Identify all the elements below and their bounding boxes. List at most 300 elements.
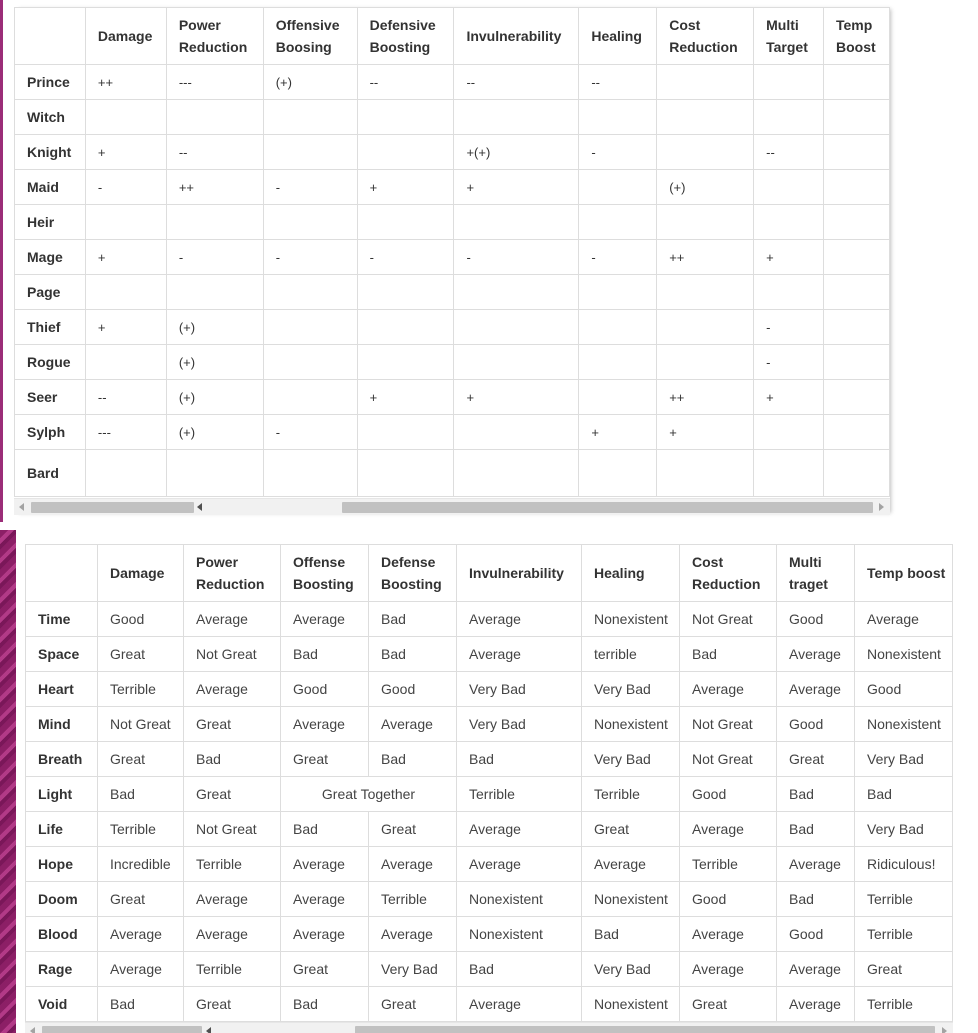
table-cell: Bad <box>281 637 369 672</box>
table-cell: Nonexistent <box>582 882 680 917</box>
table-cell <box>166 450 263 497</box>
table-cell: Average <box>680 952 777 987</box>
table-cell: Very Bad <box>369 952 457 987</box>
column-header: Power Reduction <box>184 545 281 602</box>
row-header: Hope <box>26 847 98 882</box>
table-cell: Very Bad <box>855 742 953 777</box>
table-row <box>15 100 890 135</box>
table-cell: Average <box>98 952 184 987</box>
row-header: Mage <box>15 240 86 275</box>
table-cell: Good <box>855 672 953 707</box>
table-cell: - <box>357 240 454 275</box>
table-cell: (+) <box>263 65 357 100</box>
row-header: Maid <box>15 170 86 205</box>
table-cell <box>263 380 357 415</box>
table-cell <box>579 275 657 310</box>
table-row <box>26 707 953 742</box>
table-cell: - <box>263 415 357 450</box>
table-cell: Average <box>457 637 582 672</box>
column-header: Temp boost <box>855 545 953 602</box>
table-cell <box>454 310 579 345</box>
column-header: Multi Target <box>754 8 824 65</box>
table-cell <box>579 450 657 497</box>
column-header: Damage <box>98 545 184 602</box>
row-header: Mind <box>26 707 98 742</box>
table-cell: Terrible <box>184 952 281 987</box>
table-cell: Average <box>457 812 582 847</box>
table-cell: Average <box>582 847 680 882</box>
table-cell: Good <box>777 602 855 637</box>
table-row <box>26 882 953 917</box>
table-cell: Average <box>457 602 582 637</box>
table-cell <box>166 275 263 310</box>
table-cell <box>754 450 824 497</box>
column-header: Invulnerability <box>457 545 582 602</box>
table-cell: Great <box>184 777 281 812</box>
table-cell <box>824 100 890 135</box>
table-cell: Nonexistent <box>582 707 680 742</box>
table-row <box>15 380 890 415</box>
table-row <box>15 415 890 450</box>
table-cell: - <box>579 240 657 275</box>
table-cell: Terrible <box>369 882 457 917</box>
table-cell: Nonexistent <box>457 917 582 952</box>
table-cell: Average <box>680 812 777 847</box>
table-cell <box>263 100 357 135</box>
scroll-left-arrow-icon[interactable] <box>30 1027 35 1033</box>
table-cell <box>657 310 754 345</box>
row-header: Void <box>26 987 98 1022</box>
table-cell: Good <box>281 672 369 707</box>
scroll-right-arrow-icon[interactable] <box>942 1027 947 1033</box>
table-cell <box>824 275 890 310</box>
table-cell <box>357 345 454 380</box>
table-cell: + <box>85 135 166 170</box>
table-row <box>26 952 953 987</box>
page-accent-stripe <box>0 0 3 522</box>
table-cell: (+) <box>166 310 263 345</box>
table-cell: Bad <box>777 812 855 847</box>
table-cell <box>824 380 890 415</box>
table-cell <box>824 310 890 345</box>
table-cell: (+) <box>657 170 754 205</box>
table-cell: Average <box>777 847 855 882</box>
table-cell: Nonexistent <box>582 987 680 1022</box>
table-header-row <box>26 545 953 602</box>
row-header: Prince <box>15 65 86 100</box>
table-cell <box>579 310 657 345</box>
table-cell: Terrible <box>855 987 953 1022</box>
table-cell <box>454 275 579 310</box>
table-row <box>15 310 890 345</box>
row-header: Knight <box>15 135 86 170</box>
table-cell: + <box>454 170 579 205</box>
table-cell: - <box>85 170 166 205</box>
table-cell <box>657 135 754 170</box>
scroll-left-arrow-icon[interactable] <box>197 503 202 511</box>
table-cell: Very Bad <box>582 742 680 777</box>
table-cell <box>824 135 890 170</box>
table-cell <box>85 450 166 497</box>
table-cell: Average <box>184 602 281 637</box>
table-cell: Average <box>777 672 855 707</box>
table-cell: Great <box>98 637 184 672</box>
table-cell: Bad <box>582 917 680 952</box>
table-cell: (+) <box>166 380 263 415</box>
table-cell: -- <box>754 135 824 170</box>
table-cell: Great <box>369 987 457 1022</box>
table-row <box>26 987 953 1022</box>
table-cell <box>579 170 657 205</box>
table-cell <box>579 380 657 415</box>
row-header: Rage <box>26 952 98 987</box>
table-cell: - <box>166 240 263 275</box>
table-cell: Average <box>98 917 184 952</box>
table-cell <box>263 205 357 240</box>
table-cell: Average <box>457 987 582 1022</box>
table-cell <box>824 415 890 450</box>
column-header: Offensive Boosing <box>263 8 357 65</box>
table-cell <box>263 135 357 170</box>
table-cell: Great <box>582 812 680 847</box>
scrollbar-thumb[interactable] <box>342 502 873 513</box>
table-cell: - <box>263 240 357 275</box>
column-header: Invulnerability <box>454 8 579 65</box>
table-cell: Bad <box>680 637 777 672</box>
table-cell <box>824 450 890 497</box>
table-cell: --- <box>85 415 166 450</box>
table-cell: ++ <box>166 170 263 205</box>
table-row <box>26 602 953 637</box>
table-header-row <box>15 8 890 65</box>
table-cell: -- <box>579 65 657 100</box>
table-cell: ++ <box>85 65 166 100</box>
table-cell: Good <box>680 882 777 917</box>
table-row <box>26 917 953 952</box>
row-header: Page <box>15 275 86 310</box>
table-cell: -- <box>166 135 263 170</box>
table-cell <box>754 170 824 205</box>
table-cell: Nonexistent <box>855 707 953 742</box>
table-cell: Terrible <box>855 882 953 917</box>
table-cell: Nonexistent <box>855 637 953 672</box>
table-cell <box>454 415 579 450</box>
table-cell: Ridiculous! <box>855 847 953 882</box>
table-cell: + <box>85 240 166 275</box>
table-cell <box>357 100 454 135</box>
table-cell: Average <box>369 707 457 742</box>
table-cell <box>824 205 890 240</box>
row-header: Witch <box>15 100 86 135</box>
table-cell: Great <box>184 707 281 742</box>
scrollbar-thumb[interactable] <box>31 502 194 513</box>
table-cell: Terrible <box>582 777 680 812</box>
table-cell: Average <box>855 602 953 637</box>
table-row <box>15 450 890 497</box>
table-cell <box>357 415 454 450</box>
table-cell: Average <box>777 952 855 987</box>
horizontal-scrollbar[interactable] <box>14 498 890 515</box>
table-cell <box>263 345 357 380</box>
table-cell <box>85 345 166 380</box>
corner-cell <box>15 8 86 65</box>
row-header: Seer <box>15 380 86 415</box>
table-row <box>26 637 953 672</box>
table-cell <box>166 100 263 135</box>
table-cell: - <box>579 135 657 170</box>
table-cell: ++ <box>657 380 754 415</box>
table-cell <box>824 345 890 380</box>
table-cell: Good <box>777 707 855 742</box>
table-cell: Not Great <box>184 637 281 672</box>
table-cell <box>754 65 824 100</box>
table-cell <box>657 100 754 135</box>
table-cell: +(+) <box>454 135 579 170</box>
table-cell: Terrible <box>98 672 184 707</box>
row-header: Sylph <box>15 415 86 450</box>
row-header: Rogue <box>15 345 86 380</box>
column-header: Temp Boost <box>824 8 890 65</box>
table-cell <box>754 100 824 135</box>
table-cell: Very Bad <box>855 812 953 847</box>
table-cell: Terrible <box>680 847 777 882</box>
table-cell: Not Great <box>680 602 777 637</box>
table-cell: Great <box>184 987 281 1022</box>
table-cell: - <box>263 170 357 205</box>
column-header: Defensive Boosting <box>357 8 454 65</box>
table-row <box>15 135 890 170</box>
table-cell: Average <box>457 847 582 882</box>
table-cell <box>357 310 454 345</box>
table-cell: + <box>357 170 454 205</box>
row-header: Bard <box>15 450 86 497</box>
table-cell: (+) <box>166 345 263 380</box>
row-header: Life <box>26 812 98 847</box>
column-header: Damage <box>85 8 166 65</box>
table-cell: Great <box>680 987 777 1022</box>
table-cell: Very Bad <box>582 952 680 987</box>
table-cell: Not Great <box>98 707 184 742</box>
table-cell: Incredible <box>98 847 184 882</box>
table-cell <box>454 450 579 497</box>
table-cell: Good <box>98 602 184 637</box>
table-row <box>15 170 890 205</box>
table-cell: + <box>579 415 657 450</box>
table-cell <box>754 275 824 310</box>
table-cell: Bad <box>98 777 184 812</box>
table-row <box>26 672 953 707</box>
column-header: Cost Reduction <box>680 545 777 602</box>
table-cell: Bad <box>855 777 953 812</box>
table-cell <box>754 205 824 240</box>
table-cell <box>579 100 657 135</box>
table-cell <box>85 275 166 310</box>
table-cell <box>357 450 454 497</box>
table-cell: + <box>657 415 754 450</box>
table-cell: Average <box>369 917 457 952</box>
table-cell <box>579 205 657 240</box>
table-cell: Terrible <box>855 917 953 952</box>
table-row <box>15 240 890 275</box>
table-cell: Not Great <box>680 742 777 777</box>
page-accent-pattern <box>0 530 16 1033</box>
table-cell: + <box>754 240 824 275</box>
table-cell: Great <box>98 882 184 917</box>
row-header: Thief <box>15 310 86 345</box>
table-cell <box>166 205 263 240</box>
row-header: Light <box>26 777 98 812</box>
scroll-right-arrow-icon[interactable] <box>879 503 884 511</box>
table-cell: Average <box>777 987 855 1022</box>
table-cell: Average <box>680 917 777 952</box>
table-cell <box>357 135 454 170</box>
table-cell: Average <box>281 602 369 637</box>
scroll-left-arrow-icon[interactable] <box>19 503 24 511</box>
column-header: Multi traget <box>777 545 855 602</box>
table-cell: Great <box>98 742 184 777</box>
table-cell: Great <box>281 742 369 777</box>
table-cell: Very Bad <box>457 672 582 707</box>
table-cell: ++ <box>657 240 754 275</box>
table-cell: Good <box>777 917 855 952</box>
row-header: Heir <box>15 205 86 240</box>
column-header: Healing <box>582 545 680 602</box>
row-header: Space <box>26 637 98 672</box>
table-row <box>15 275 890 310</box>
table-row <box>26 812 953 847</box>
table-cell: -- <box>454 65 579 100</box>
table-cell: - <box>454 240 579 275</box>
table-cell: Bad <box>457 952 582 987</box>
table-cell: Average <box>184 882 281 917</box>
table-cell <box>357 275 454 310</box>
table-cell: Great <box>777 742 855 777</box>
table-cell: Bad <box>281 812 369 847</box>
table-cell <box>263 275 357 310</box>
scrollbar-thumb[interactable] <box>355 1026 935 1033</box>
table-row <box>26 777 953 812</box>
table-cell <box>85 100 166 135</box>
table-cell: Great <box>281 952 369 987</box>
table-cell: Bad <box>184 742 281 777</box>
table-cell <box>824 240 890 275</box>
table-cell: Not Great <box>184 812 281 847</box>
table-cell: Average <box>184 672 281 707</box>
aspect-table-panel <box>25 544 953 1033</box>
table-cell <box>824 170 890 205</box>
table-cell: - <box>754 310 824 345</box>
table-cell: Bad <box>369 602 457 637</box>
table-cell: Bad <box>777 882 855 917</box>
row-header: Blood <box>26 917 98 952</box>
scrollbar-thumb[interactable] <box>42 1026 202 1033</box>
table-cell: Terrible <box>98 812 184 847</box>
row-header: Doom <box>26 882 98 917</box>
table-cell: --- <box>166 65 263 100</box>
table-cell <box>657 205 754 240</box>
table-cell: Very Bad <box>582 672 680 707</box>
corner-cell <box>26 545 98 602</box>
table-cell: Average <box>281 917 369 952</box>
table-cell: + <box>754 380 824 415</box>
table-cell: Great <box>369 812 457 847</box>
table-cell <box>657 450 754 497</box>
table-cell: + <box>454 380 579 415</box>
column-header: Offense Boosting <box>281 545 369 602</box>
table-cell: Average <box>184 917 281 952</box>
column-header: Healing <box>579 8 657 65</box>
table-cell: - <box>754 345 824 380</box>
table-cell: Great <box>855 952 953 987</box>
table-cell: Not Great <box>680 707 777 742</box>
table-cell: Average <box>281 882 369 917</box>
row-header: Breath <box>26 742 98 777</box>
class-table <box>14 7 890 497</box>
table-cell: terrible <box>582 637 680 672</box>
table-cell: Bad <box>369 742 457 777</box>
column-header: Power Reduction <box>166 8 263 65</box>
table-cell <box>754 415 824 450</box>
table-cell: (+) <box>166 415 263 450</box>
table-cell <box>657 345 754 380</box>
table-cell: Average <box>281 707 369 742</box>
table-row <box>15 65 890 100</box>
class-table-panel <box>14 7 890 515</box>
table-row <box>15 345 890 380</box>
table-cell <box>263 450 357 497</box>
table-cell: Bad <box>281 987 369 1022</box>
table-cell: Bad <box>457 742 582 777</box>
table-cell: Average <box>680 672 777 707</box>
row-header: Heart <box>26 672 98 707</box>
scroll-left-arrow-icon[interactable] <box>206 1027 211 1033</box>
table-cell: Great Together <box>281 777 457 812</box>
table-cell <box>454 205 579 240</box>
table-cell: -- <box>85 380 166 415</box>
table-row <box>15 205 890 240</box>
table-cell <box>579 345 657 380</box>
table-cell <box>454 345 579 380</box>
table-cell: + <box>357 380 454 415</box>
table-cell: + <box>85 310 166 345</box>
table-cell <box>357 205 454 240</box>
table-cell: Bad <box>98 987 184 1022</box>
table-cell: Good <box>369 672 457 707</box>
table-cell <box>657 275 754 310</box>
horizontal-scrollbar[interactable] <box>25 1022 953 1033</box>
table-row <box>26 742 953 777</box>
table-cell: Terrible <box>457 777 582 812</box>
table-cell <box>657 65 754 100</box>
table-cell: Very Bad <box>457 707 582 742</box>
column-header: Cost Reduction <box>657 8 754 65</box>
table-cell: -- <box>357 65 454 100</box>
table-cell <box>824 65 890 100</box>
table-cell: Nonexistent <box>582 602 680 637</box>
row-header: Time <box>26 602 98 637</box>
table-cell: Average <box>777 637 855 672</box>
table-cell: Average <box>369 847 457 882</box>
table-cell: Good <box>680 777 777 812</box>
table-cell: Nonexistent <box>457 882 582 917</box>
table-cell: Average <box>281 847 369 882</box>
table-cell <box>263 310 357 345</box>
table-cell <box>85 205 166 240</box>
column-header: Defense Boosting <box>369 545 457 602</box>
table-cell: Bad <box>777 777 855 812</box>
aspect-table <box>25 544 953 1022</box>
table-row <box>26 847 953 882</box>
